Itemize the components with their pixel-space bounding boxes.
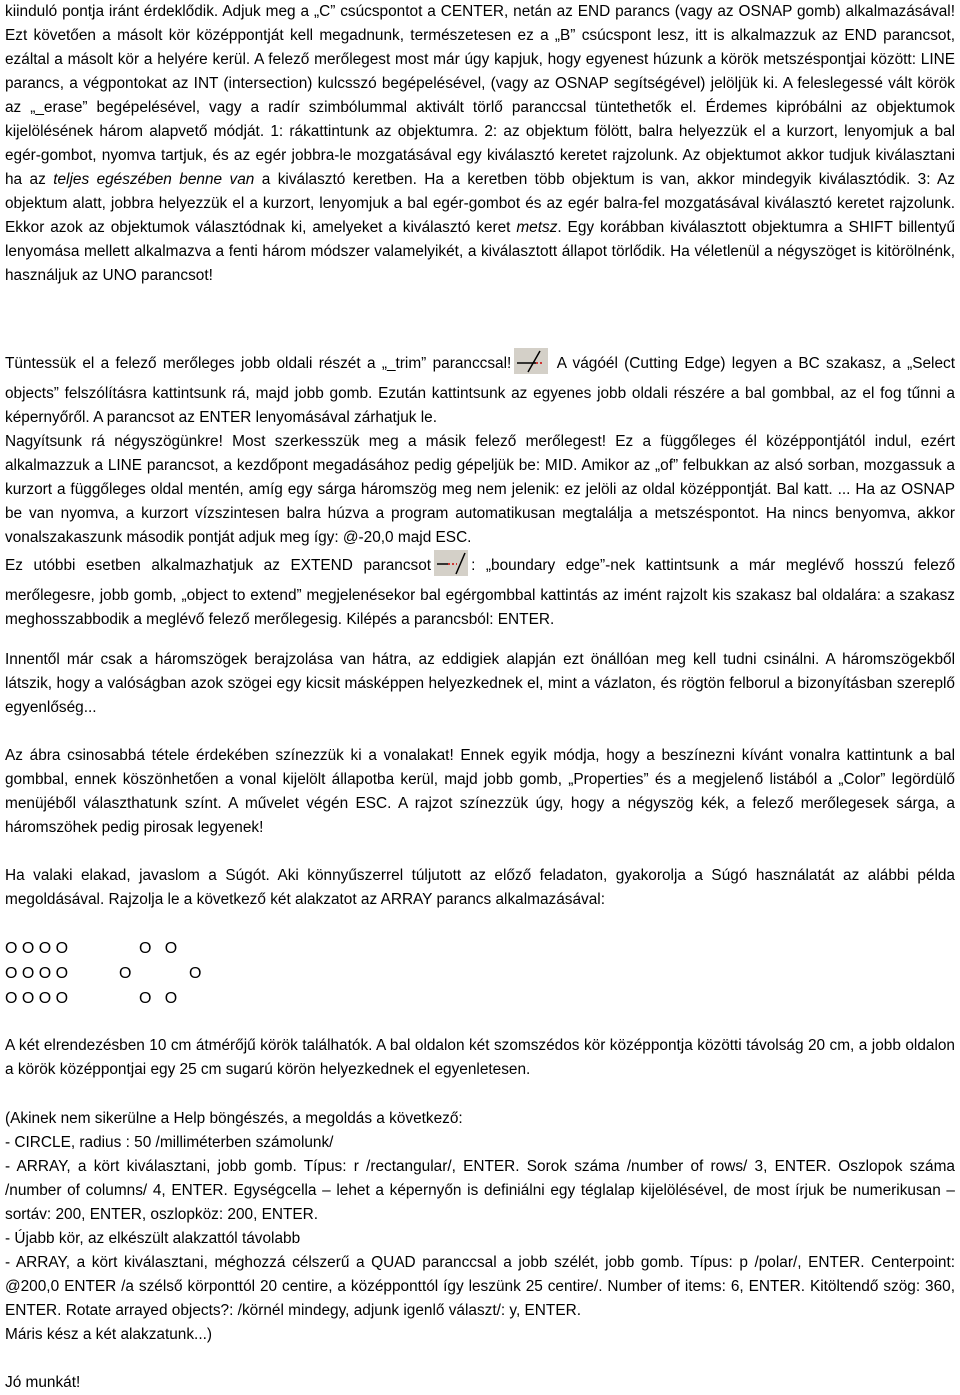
paragraph-arrangement-description: A két elrendezésben 10 cm átmérőjű körök találhatók. A bal oldalon két szomszédos kör középpontja közötti távolság 20 cm, a jobb oldalon a körök középpontjai egy 25 cm sugarú körön helyezkednek el egyenletesen. (5, 1037, 955, 1078)
emphasis-intersect: metsz (516, 219, 558, 236)
rectangular-array-row: O O O O (5, 940, 69, 957)
text-run: Tüntessük el a felező merőleges jobb oldali részét a „_trim” paranccsal! (5, 355, 512, 372)
polar-array-row: O O (139, 990, 178, 1007)
rectangular-array-row: O O O O (5, 965, 69, 982)
rectangular-array-row: O O O O (5, 990, 69, 1007)
solution-line: (Akinek nem sikerülne a Help böngészés, a megoldás a következő: (5, 1110, 463, 1127)
paragraph-coloring: Az ábra csinosabbá tétele érdekében színezzük ki a vonalakat! Ennek egyik módja, hogy a beszínezni kívánt vonalra kattintunk a bal gombbal, ennek köszönhetően a vonal kijelölt állapotba kerül, majd jobb gomb, „Properties” és a megjelenő listából a „Color” legördülő menüjéből választhatunk színt. A művelet végén ESC. A rajzot színezzük úgy, hogy a négyszög kék, a felező merőlegesek sárga, a háromszöhek pedig pirosak legyenek! (5, 747, 955, 836)
text-run: : „boundary edge”-nek kattintsunk a már meglévő hosszú felező merőlegesre, jobb gomb, „object to extend” megjelenésekor bal egérgombbal kattintás az imént rajzolt kis szakasz bal oldalára: a szakasz meghosszabbodik a meglévő felező merőlegesig. Kilépés a parancsból: ENTER. (5, 557, 956, 628)
solution-line: Máris kész a két alakzatunk...) (5, 1326, 212, 1343)
polar-array-left: O (119, 965, 132, 982)
paragraph-selection-methods (5, 0, 955, 288)
paragraph-solution (5, 1107, 955, 1347)
emphasis-full-inside: teljes egészében benne van (53, 171, 255, 188)
solution-line: - CIRCLE, radius : 50 /milliméterben számolunk/ (5, 1134, 334, 1151)
closing-line: Jó munkát! (5, 1374, 81, 1391)
text-run: . Egy korábban kiválasztott objektumra a SHIFT billentyű lenyomása mellett alkalmazva a fenti három módszer valamelyikét, a kiválasztott állapot törlődik. Ha véletlenül a négyszöget is kitörölnénk, használjuk az UNO parancsot! (5, 219, 955, 284)
paragraph-trim-extend (5, 348, 955, 632)
text-run: Ez utóbbi esetben alkalmazhatjuk az EXTEND parancsot (5, 557, 432, 574)
solution-line: - ARRAY, a kört kiválasztani, jobb gomb. Típus: r /rectangular/, ENTER. Sorok száma /number of rows/ 3, ENTER. Oszlopok száma /number of columns/ 4, ENTER. Egységcella – lehet a képernyőn is definiálni egy téglalap kijelölésével, de most írjuk be numerikusan – sortáv: 200, ENTER, oszlopköz: 200, ENTER. (5, 1158, 955, 1223)
polar-array-row: O O (139, 940, 178, 957)
solution-line: - ARRAY, a kört kiválasztani, méghozzá célszerű a QUAD paranccsal a jobb szélét, jobb gomb. Típus: p /polar/, ENTER. Centerpoint: @200,0 ENTER /a szélső körponttól 20 centire, a középponttól így leszünk 25 centire/. Number of items: 6, ENTER. Kitöltendő szög: 360, ENTER. Rotate arrayed objects?: /körnél mindegy, adjunk igenlő választ/: y, ENTER. (5, 1254, 955, 1319)
paragraph-triangles: Innentől már csak a háromszögek berajzolása van hátra, az eddigiek alapján ezt önállóan meg kell tudni csinálni. A háromszögekből látszik, hogy a valóságban azok szögei egy kicsit másképpen helyezkednek el, mint a vázlaton, és rögtön felborul a bizonyításban szereplő egyenlőség... (5, 651, 955, 716)
paragraph-help-task: Ha valaki elakad, javaslom a Súgót. Aki könnyűszerrel túljutott az előző feladaton, gyakorolja a Súgó használatát az alábbi példa megoldásával. Rajzolja le a következő két alakzatot az ARRAY parancs alkalmazásával: (5, 867, 955, 908)
polar-array-right: O (189, 965, 202, 982)
solution-line: - Újabb kör, az elkészült alakzattól távolabb (5, 1230, 301, 1247)
text-run: A vágóél (Cutting Edge) legyen a BC szakasz, a „Select objects” felszólításra kattintsunk rá, majd jobb gomb. Ezután kattintsunk az egyenes jobb oldali részére a bal gombbal, az el fog tűnni a képernyőről. A parancsot az ENTER lenyomásával zárhatjuk le. (5, 355, 955, 426)
trim-tool-icon (514, 348, 548, 382)
text-run: Nagyítsunk rá négyszögünkre! Most szerkesszük meg a másik felező merőlegest! Ez a függőleges él középpontjától indul, ezért alkalmazzuk a LINE parancsot, a kezdőpont megadásához pedig gépeljük be: MID. Amikor az „of” felbukkan az alsó sorban, mozgassuk a kurzort a függőleges oldal mentén, amíg egy sárga háromszög meg nem jelenik: ez jelöli az oldal középpontját. Bal katt. ... Ha az OSNAP be van nyomva, a kurzort vízszintesen balra húzva a program automatikusan megtalálja a metszéspontot. Ha nincs benyomva, akkor vonalszakaszunk második pontját adjuk meg így: @-20,0 majd ESC. (5, 433, 955, 546)
extend-tool-icon (434, 550, 468, 584)
text-run: kiinduló pontja iránt érdeklődik. Adjuk meg a „C” csúcspontot a CENTER, netán az END parancs (vagy az OSNAP gomb) alkalmazásával! Ezt követően a másolt kör középpontját kell megadnunk, természetesen ez a „B” csúcspont lesz, itt is alkalmazzuk az END parancsot, ezáltal a másolt kör a helyére kerül. A felező merőlegest most már úgy kapjuk, hogy egyenest húzunk a körök metszéspontjai között: LINE parancs, a végpontokat az INT (intersection) kulcsszó begépelésével, (vagy az OSNAP segítségével) jelöljük ki. A feleslegessé vált körök az „_erase” begépelésével, vagy a radír szimbólummal aktivált törlő paranccsal tüntethetők el. Érdemes kipróbálni az objektumok kijelölésének három alapvető módját. 1: rákattintunk az objektumra. 2: az objektum fölött, balra helyezzük el a kurzort, lenyomjuk a bal egér-gombot, nyomva tartjuk, és az egér jobbra-le mozgatásával egy kiválasztó keretet rajzolunk. Az objektumot akkor tudjuk kiválasztani ha az (5, 3, 955, 188)
text-run: a kiválasztó keretben. Ha a keretben több objektum is van, akkor mindegyik kiválasztódik. 3: Az objektum alatt, jobbra helyezzük el a kurzort, lenyomjuk a bal egér-gombot és az egér balra-fel mozgatásával kiválasztó keretet rajzolunk. Ekkor azok az objektumok választódnak ki, amelyeket a kiválasztó keret (5, 171, 956, 236)
